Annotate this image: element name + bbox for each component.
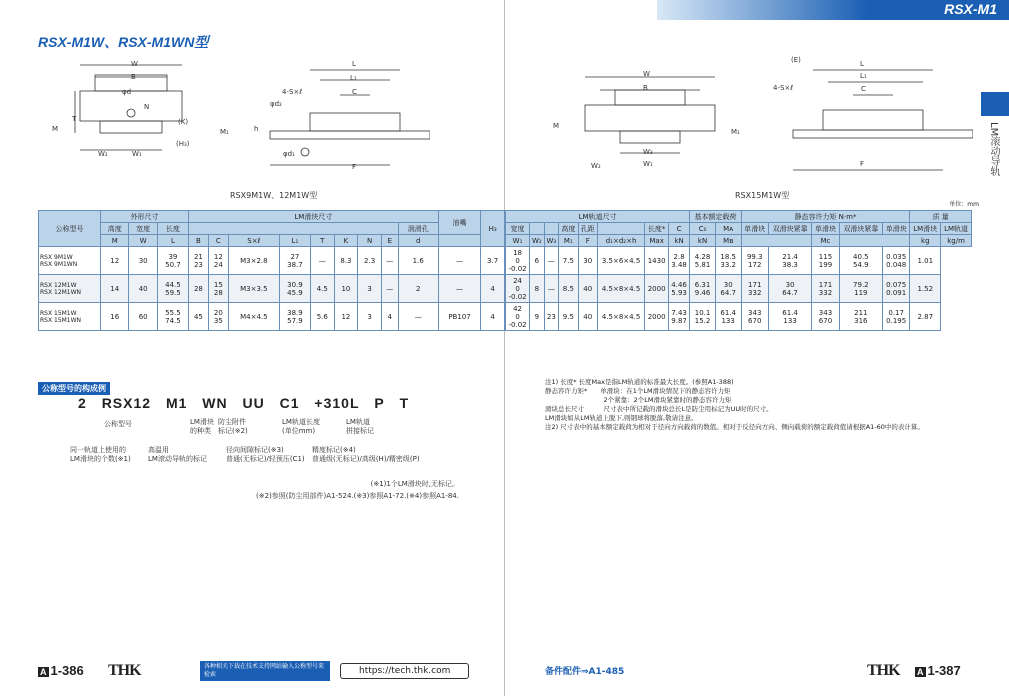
label-count: 同一轨道上使用的 LM滑块的个数(※1) xyxy=(70,446,131,463)
label-L: L xyxy=(352,60,356,68)
th-sym: B xyxy=(188,235,208,247)
note-line: 注2) 尺寸表中的基本额定载荷为相对于径向方向载荷的数值。相对于反径向方向、侧向载荷的额定载荷值请根据A1-60中的表计算。 xyxy=(545,423,924,431)
footer-left-page: A 1-386 xyxy=(40,663,84,678)
th-sym: W₂ xyxy=(530,235,545,247)
code-part: P xyxy=(374,395,385,411)
table-cell: 44.5 59.5 xyxy=(157,275,188,303)
note-line: 滑块总长尺寸 尺寸表中所记载的滑块总长L是防尘用标记为UU时的尺寸。 xyxy=(545,405,773,413)
th-model: 公称型号 xyxy=(39,211,101,247)
label-L-r: L xyxy=(860,60,864,68)
label-C-r: C xyxy=(861,85,866,93)
th-sym: M₁ xyxy=(559,235,578,247)
th-sym: C xyxy=(669,223,690,235)
table-cell: 3.7 xyxy=(481,247,505,275)
label-W-r: W xyxy=(643,70,650,78)
label-M: M xyxy=(52,125,59,133)
table-cell: 61.4 133 xyxy=(715,303,741,331)
th-sym: d xyxy=(398,235,438,247)
caption-left: RSX9M1W、12M1W型 xyxy=(230,191,318,200)
th-sym: kN xyxy=(690,235,716,247)
table-cell: 2000 xyxy=(645,303,669,331)
th-sym: M xyxy=(101,235,129,247)
label-h: h xyxy=(254,125,259,133)
table-cell: 211 316 xyxy=(839,303,882,331)
right-page xyxy=(505,0,1009,696)
table-cell: 18.5 33.2 xyxy=(715,247,741,275)
table-cell: 9 xyxy=(530,303,545,331)
th-sym: d₁×d₂×h xyxy=(597,235,644,247)
table-cell: 4 xyxy=(481,275,505,303)
table-row xyxy=(506,303,972,331)
label-lmtype: LM滑块 的种类 xyxy=(190,418,214,435)
label-W1-r: W₁ xyxy=(643,160,653,168)
header-tag: RSX-M1 xyxy=(944,1,997,17)
th-sym: C₀ xyxy=(690,223,716,235)
th-sym: L₁ xyxy=(279,235,310,247)
table-cell: 5.6 xyxy=(310,303,334,331)
thk-logo: THK xyxy=(108,662,141,679)
th-sym: W xyxy=(129,235,157,247)
table-cell: 28 xyxy=(188,275,208,303)
th-double: 双滑块紧靠 xyxy=(839,223,882,235)
th-length: 长度 xyxy=(157,223,188,235)
table-cell: 171 332 xyxy=(812,275,839,303)
table-cell: 30 xyxy=(578,247,597,275)
th-sym: Mᴀ xyxy=(715,223,741,235)
table-cell: 2000 xyxy=(645,275,669,303)
table-cell: 30.9 45.9 xyxy=(279,275,310,303)
table-cell: 10.1 15.2 xyxy=(690,303,716,331)
table-cell: 40 xyxy=(578,275,597,303)
table-cell: — xyxy=(310,247,334,275)
th-double: 双滑块紧靠 xyxy=(768,223,811,235)
th-height: 高度 xyxy=(101,223,129,235)
footer-right-page: A 1-387 xyxy=(917,663,961,678)
th-sym: L xyxy=(157,235,188,247)
table-cell: 21.4 38.3 xyxy=(768,247,811,275)
table-cell: 30 64.7 xyxy=(715,275,741,303)
table-cell: 2.87 xyxy=(910,303,941,331)
table-row xyxy=(506,247,972,275)
label-H3: (H₃) xyxy=(176,140,190,148)
label-M1-r: M₁ xyxy=(731,128,740,136)
th-moment: 静态容许力矩 N·m* xyxy=(741,211,910,223)
code-part: RSX12 xyxy=(101,395,152,411)
table-cell: — xyxy=(544,275,559,303)
table-cell: 2 xyxy=(398,275,438,303)
table-cell: PB107 xyxy=(438,303,480,331)
label-S-r: 4-S×ℓ xyxy=(773,84,794,92)
table-cell: 24 0 -0.02 xyxy=(506,275,530,303)
th-rail: LM轨道尺寸 xyxy=(506,211,690,223)
note-line: 静态容许力矩* 单滑块：在1个LM滑块情况下的静态容许力矩 xyxy=(545,387,731,395)
table-cell: 343 670 xyxy=(741,303,768,331)
label-d2: φd₂ xyxy=(270,100,282,108)
table-cell: 12 24 xyxy=(208,247,228,275)
table-cell: M3×3.5 xyxy=(228,275,279,303)
label-W: W xyxy=(131,60,138,68)
table-cell: 3.5×6×4.5 xyxy=(597,247,644,275)
table-cell: 4 xyxy=(381,303,398,331)
table-cell: 4.46 5.93 xyxy=(669,275,690,303)
table-cell: 171 332 xyxy=(741,275,768,303)
side-tab xyxy=(981,92,1009,116)
download-box: 各种相关下载在技术支持网站输入公称型号来检索 xyxy=(200,661,330,681)
parts-link[interactable]: 备件配件⇒A1-485 xyxy=(545,667,625,677)
code-part: M1 xyxy=(165,395,188,411)
table-cell: 1.01 xyxy=(910,247,941,275)
notes-block xyxy=(545,378,975,432)
code-note1: (※1)1个LM滑块时,无标记。 xyxy=(370,480,459,488)
table-cell: 40 xyxy=(578,303,597,331)
unit-label: 单位：mm xyxy=(949,201,979,208)
table-cell: — xyxy=(381,247,398,275)
th-sym: kg/m xyxy=(941,235,972,247)
label-M1: M₁ xyxy=(220,128,229,136)
table-cell: 38.9 57.9 xyxy=(279,303,310,331)
table-cell: M3×2.8 xyxy=(228,247,279,275)
code-part: WN xyxy=(202,395,228,411)
code-part: C1 xyxy=(279,395,300,411)
table-cell: 7.5 xyxy=(559,247,578,275)
table-cell: 30 64.7 xyxy=(768,275,811,303)
table-cell: — xyxy=(398,303,438,331)
code-note2: (※2)参照(防尘用部件)A1-524.(※3)参照A1-72.(※4)参照A1-84. xyxy=(256,492,459,500)
table-cell: 3 xyxy=(358,303,382,331)
table-cell: — xyxy=(438,275,480,303)
label-S: 4-S×ℓ xyxy=(282,88,303,96)
table-row xyxy=(39,303,505,331)
label-phid: φd xyxy=(122,88,132,96)
page-title: RSX-M1W、RSX-M1WN型 xyxy=(38,34,209,50)
th-single: 单滑块 xyxy=(883,223,910,235)
table-cell: 3 xyxy=(358,275,382,303)
label-rail-len: LM轨道长度 (单位mm) xyxy=(282,418,320,435)
table-cell: 27 38.7 xyxy=(279,247,310,275)
table-cell: 14 xyxy=(101,275,129,303)
th-sym: F xyxy=(578,235,597,247)
table-cell: 61.4 133 xyxy=(768,303,811,331)
th-sym: Mʙ xyxy=(715,235,741,247)
th-rwidth: 宽度 xyxy=(506,223,530,235)
table-cell: 42 0 -0.02 xyxy=(506,303,530,331)
table-cell: — xyxy=(381,275,398,303)
th-sym: Mᴄ xyxy=(812,235,839,247)
th-rheight: 高度 xyxy=(559,223,578,235)
table-cell: 99.3 172 xyxy=(741,247,768,275)
table-cell: 16 xyxy=(101,303,129,331)
table-cell: 20 35 xyxy=(208,303,228,331)
model-code xyxy=(78,395,419,411)
table-cell: 12 xyxy=(101,247,129,275)
th-length-star: 长度* xyxy=(645,223,669,235)
label-B-r: B xyxy=(643,84,648,92)
th-sym: T xyxy=(310,235,334,247)
th-load: 基本额定载荷 xyxy=(690,211,741,223)
table-cell: 1430 xyxy=(645,247,669,275)
th-sym: W₃ xyxy=(544,235,559,247)
table-cell: 39 50.7 xyxy=(157,247,188,275)
label-B: B xyxy=(131,73,136,81)
table-cell: 0.075 0.091 xyxy=(883,275,910,303)
side-label: LM滚动导轨 xyxy=(988,122,999,177)
table-cell: 0.17 0.195 xyxy=(883,303,910,331)
note-line: 2个紧靠：2个LM滑块紧靠时的静态容许力矩 xyxy=(545,396,732,404)
table-cell: 343 670 xyxy=(812,303,839,331)
th-pitch: 孔距 xyxy=(578,223,597,235)
table-row xyxy=(506,275,972,303)
table-cell: 7.43 9.87 xyxy=(669,303,690,331)
th-single: 单滑块 xyxy=(741,223,768,235)
label-C: C xyxy=(352,88,357,96)
spec-table-right xyxy=(505,210,972,331)
label-F: F xyxy=(352,163,357,171)
table-cell: 4 xyxy=(481,303,505,331)
table-cell: 21 23 xyxy=(188,247,208,275)
label-model: 公称型号 xyxy=(104,420,132,428)
table-cell: 2.8 3.48 xyxy=(669,247,690,275)
table-cell: 4.28 5.81 xyxy=(690,247,716,275)
table-cell: 40.5 54.9 xyxy=(839,247,882,275)
label-K: (K) xyxy=(178,118,189,126)
table-cell: — xyxy=(544,247,559,275)
th-nipple: 油嘴 xyxy=(438,211,480,235)
label-L1-r: L₁ xyxy=(860,72,867,80)
label-hightemp: 高温用 LM滚动导轨的标记 xyxy=(148,446,207,463)
table-cell: 9.5 xyxy=(559,303,578,331)
diagram-side-right xyxy=(773,60,973,175)
th-sym: S×ℓ xyxy=(228,235,279,247)
table-row xyxy=(39,275,505,303)
table-cell: 4.5×8×4.5 xyxy=(597,303,644,331)
table-cell: 23 xyxy=(544,303,559,331)
table-cell: 10 xyxy=(334,275,358,303)
code-part: T xyxy=(399,395,410,411)
label-M-r: M xyxy=(553,122,560,130)
th-sym: kg xyxy=(910,235,941,247)
header-bar xyxy=(657,0,1009,20)
label-clearance: 径向间隙标记(※3) 普通(无标记)/轻预压(C1) xyxy=(226,446,305,463)
table-cell: 40 xyxy=(129,275,157,303)
table-cell: 8 xyxy=(530,275,545,303)
diagram-side-left xyxy=(230,60,430,170)
table-cell: 12 xyxy=(334,303,358,331)
table-cell: 30 xyxy=(129,247,157,275)
th-sym: W₁ xyxy=(506,235,530,247)
table-cell: 115 199 xyxy=(812,247,839,275)
table-row xyxy=(39,247,505,275)
thk-logo-right: THK xyxy=(867,662,900,679)
code-part: +310L xyxy=(314,395,360,411)
th-sym: K xyxy=(334,235,358,247)
table-cell: 18 0 -0.02 xyxy=(506,247,530,275)
th-sym: E xyxy=(381,235,398,247)
cell-model: RSX 12M1W RSX 12M1WN xyxy=(39,275,101,303)
table-cell: 55.5 74.5 xyxy=(157,303,188,331)
caption-right: RSX15M1W型 xyxy=(735,191,790,200)
label-W2: W₂ xyxy=(98,150,108,158)
th-sym: C xyxy=(208,235,228,247)
th-sym: Max xyxy=(645,235,669,247)
table-cell: 15 28 xyxy=(208,275,228,303)
label-T: T xyxy=(72,115,77,123)
label-d1: φd₁ xyxy=(283,150,295,158)
table-cell: 2.3 xyxy=(358,247,382,275)
label-W3-r: W₃ xyxy=(643,148,653,156)
label-F-r: F xyxy=(860,160,865,168)
th-lmrail: LM轨道 xyxy=(941,223,972,235)
table-cell: 60 xyxy=(129,303,157,331)
table-cell: M4×4.5 xyxy=(228,303,279,331)
th-outer: 外形尺寸 xyxy=(101,211,189,223)
code-heading: 公称型号的构成例 xyxy=(38,382,110,395)
label-W2-r: W₂ xyxy=(591,162,601,170)
th-lmblock: LM滑块 xyxy=(910,223,941,235)
th-H3: H₃ xyxy=(481,211,505,247)
table-cell: 1.6 xyxy=(398,247,438,275)
label-accuracy: 精度标记(※4) 普通级(无标记)/高级(H)/精密级(P) xyxy=(312,446,420,463)
table-cell: 6 xyxy=(530,247,545,275)
table-cell: 8.5 xyxy=(559,275,578,303)
code-part: UU xyxy=(242,395,265,411)
table-cell: 4.5 xyxy=(310,275,334,303)
table-cell: — xyxy=(438,247,480,275)
label-W1: W₁ xyxy=(132,150,142,158)
label-N: N xyxy=(144,103,150,111)
cell-model: RSX 15M1W RSX 15M1WN xyxy=(39,303,101,331)
th-sym: kN xyxy=(669,235,690,247)
tech-url-link[interactable]: https://tech.thk.com xyxy=(340,663,469,679)
table-cell: 6.31 9.46 xyxy=(690,275,716,303)
table-cell: 8.3 xyxy=(334,247,358,275)
th-single: 单滑块 xyxy=(812,223,839,235)
table-cell: 1.52 xyxy=(910,275,941,303)
th-grease: 润滑孔 xyxy=(398,223,438,235)
code-part: 2 xyxy=(78,395,87,411)
table-cell: 0.035 0.048 xyxy=(883,247,910,275)
th-mass: 质 量 xyxy=(910,211,972,223)
label-dust: 防尘附件 标记(※2) xyxy=(218,418,248,435)
th-width: 宽度 xyxy=(129,223,157,235)
note-line: 注1) 长度* 长度Max是指LM轨道的标准最大长度。(参照A1-388) xyxy=(545,378,734,386)
note-line: LM滑块如从LM轨道上脱下,则钢球将脱落,敬请注意。 xyxy=(545,414,698,422)
table-cell: 79.2 119 xyxy=(839,275,882,303)
table-cell: 45 xyxy=(188,303,208,331)
cell-model: RSX 9M1W RSX 9M1WN xyxy=(39,247,101,275)
label-L1: L₁ xyxy=(350,74,357,82)
table-cell: 4.5×8×4.5 xyxy=(597,275,644,303)
th-block: LM滑块尺寸 xyxy=(188,211,438,223)
label-E-r: (E) xyxy=(791,56,801,64)
spec-table-left xyxy=(38,210,505,331)
th-sym: N xyxy=(358,235,382,247)
label-rail-mark: LM轨道 拼接标记 xyxy=(346,418,374,435)
